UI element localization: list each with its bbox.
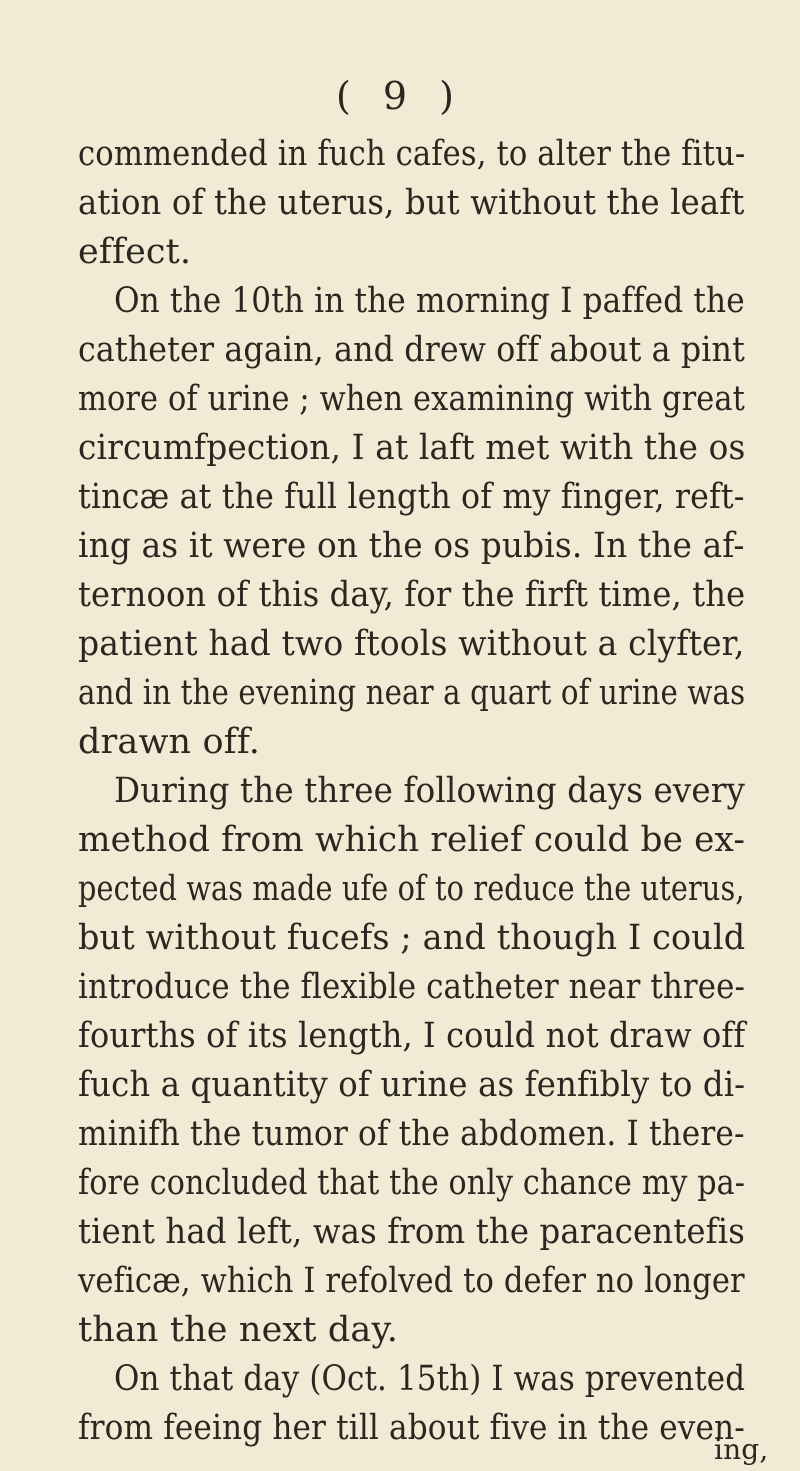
text-line: ternoon of this day, for the firft time, the xyxy=(78,575,746,615)
text-line: fuch a quantity of urine as fenfibly to di- xyxy=(78,1065,746,1105)
text-line: introduce the flexible catheter near three- xyxy=(78,967,746,1007)
text-line: tincæ at the full length of my finger, reft- xyxy=(78,477,745,517)
text-line: patient had two ftools without a clyfter, xyxy=(78,624,745,664)
text-line: circumfpection, I at laft met with the os xyxy=(78,428,746,468)
text-line: and in the evening near a quart of urine was xyxy=(78,673,746,713)
text-line: fourths of its length, I could not draw off xyxy=(78,1016,746,1056)
text-line: ation of the uterus, but without the leaft xyxy=(78,183,745,223)
text-line: than the next day. xyxy=(78,1310,398,1350)
page-number-header: ( 9 ) xyxy=(336,74,464,118)
text-line: minifh the tumor of the abdomen. I there- xyxy=(78,1114,745,1154)
text-line: drawn off. xyxy=(78,722,260,762)
text-line: effect. xyxy=(78,232,192,272)
text-line: pected was made ufe of to reduce the uterus, xyxy=(78,869,745,909)
text-line: During the three following days every xyxy=(114,771,746,811)
text-line: On the 10th in the morning I paffed the xyxy=(114,281,745,321)
text-line: method from which relief could be ex- xyxy=(78,820,746,860)
text-line: catheter again, and drew off about a pint xyxy=(78,330,745,370)
text-line: fore concluded that the only chance my pa- xyxy=(78,1163,746,1203)
text-line: tient had left, was from the paracentefis xyxy=(78,1212,745,1252)
text-line: On that day (Oct. 15th) I was prevented xyxy=(114,1359,746,1399)
text-line: commended in fuch cafes, to alter the fitu- xyxy=(78,134,746,174)
text-line: but without fucefs ; and though I could xyxy=(78,918,746,958)
text-line: veficæ, which I refolved to defer no longer xyxy=(78,1261,745,1301)
catchword: ing, xyxy=(714,1433,769,1466)
text-line: ing as it were on the os pubis. In the af- xyxy=(78,526,745,566)
text-line: from feeing her till about five in the even- xyxy=(78,1408,745,1448)
text-line: more of urine ; when examining with great xyxy=(78,379,745,419)
